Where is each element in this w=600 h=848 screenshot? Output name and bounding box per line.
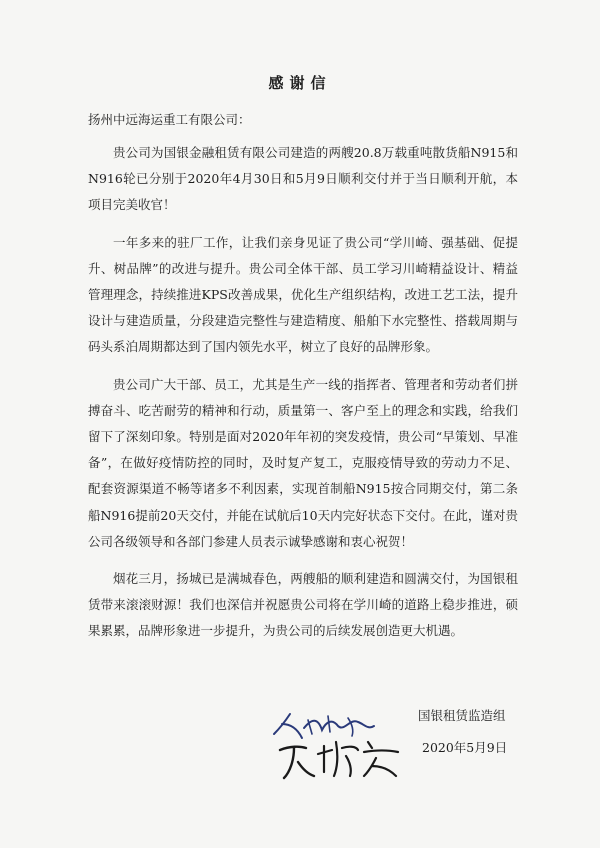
handwritten-signature-2	[272, 732, 412, 782]
letter-body	[88, 140, 518, 656]
paragraph-wishes: 烟花三月，扬城已是满城春色，两艘船的顺利建造和圆满交付，为国银租赁带来滚滚财源！我们也深信并祝愿贵公司将在学川崎的道路上稳步推进，硕果累累，品牌形象进一步提升，为贵公司的后续发展创造更大机遇。	[88, 571, 518, 639]
paragraph-delivery: 贵公司为国银金融租赁有限公司建造的两艘20.8万载重吨散货船N915和N916轮已分别于2020年4月30日和5月9日顺利交付并于当日顺利开航，本项目完美收官！	[88, 145, 518, 213]
signer-name: 国银租赁监造组	[418, 708, 506, 723]
paragraph-improvement: 一年多来的驻厂工作，让我们亲身见证了贵公司“学川崎、强基础、促提升、树品牌”的改进与提升。贵公司全体干部、员工学习川崎精益设计、精益管理理念，持续推进KPS改善成果，优化生产组织结构，改进工艺工法，提升设计与建造质量，分段建造完整性与建造精度、船舶下水完整性、搭载周期与码头系泊周期都达到了国内领先水平，树立了良好的品牌形象。	[88, 234, 518, 355]
letter-title: 感谢信	[268, 74, 332, 92]
salutation: 扬州中远海运重工有限公司：	[88, 112, 251, 127]
paragraph-gratitude: 贵公司广大干部、员工，尤其是生产一线的指挥者、管理者和劳动者们拼搏奋斗、吃苦耐劳的精神和行动，质量第一、客户至上的理念和实践，给我们留下了深刻印象。特别是面对2020年年初的突发疫情，贵公司“早策划、早准备”，在做好疫情防控的同时，及时复产复工，克服疫情导致的劳动力不足、配套资源渠道不畅等诸多不利因素，实现首制船N915按合同期交付，第二条船N916提前20天交付，并能在试航后10天内完好状态下交付。在此，谨对贵公司各级领导和各部门参建人员表示诚挚感谢和衷心祝贺！	[88, 376, 518, 549]
letter-date: 2020年5月9日	[422, 740, 508, 755]
